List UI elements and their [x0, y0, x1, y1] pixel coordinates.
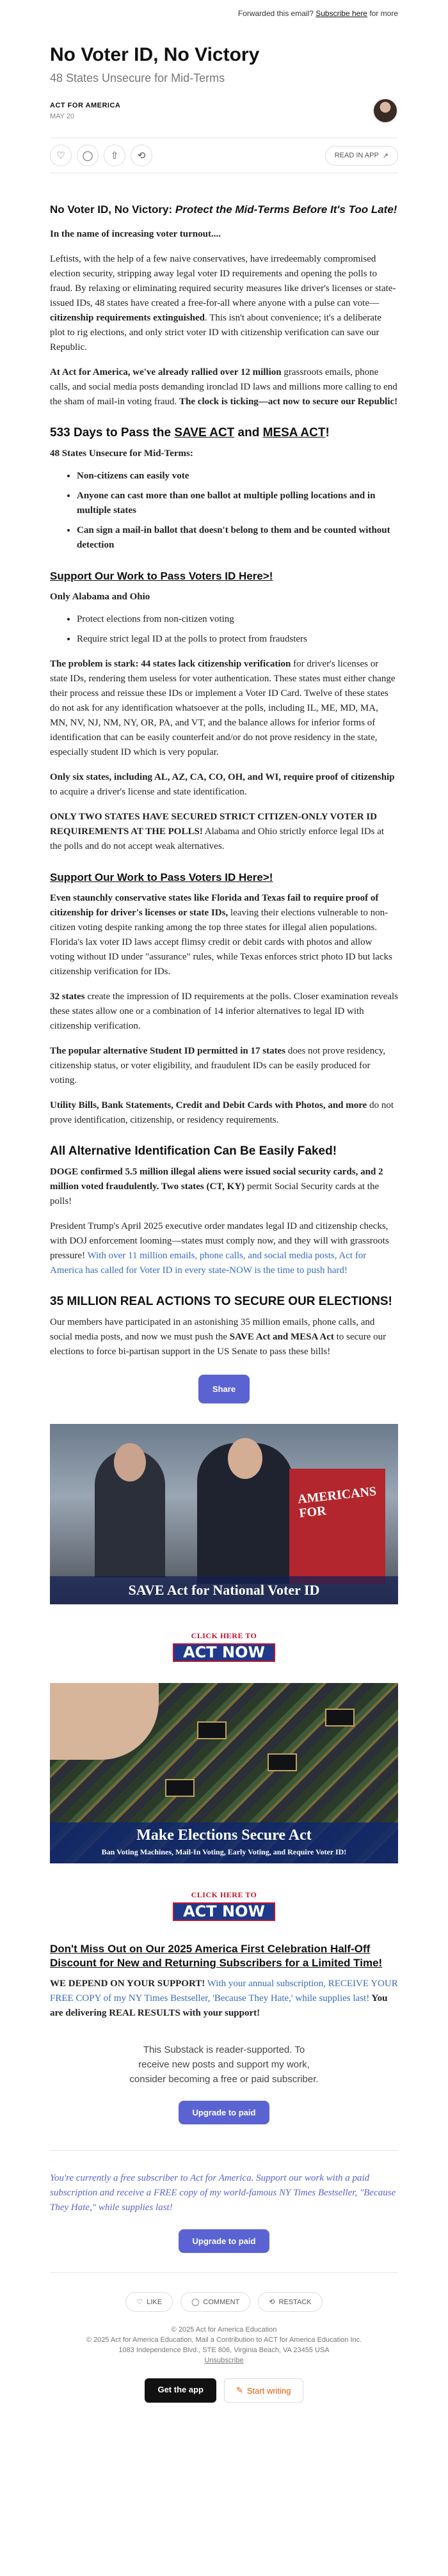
cta-top-text: CLICK HERE TO	[191, 1631, 257, 1640]
paragraph-leftists	[50, 252, 398, 355]
p6-text: leaving their elections vulnerable to non-citizen voting despite ranking among the top three states for illegal alien populations. Florida's lax voter ID laws accept flimsy credit or debit cards with photos and allow voting without ID under "assurance" rules, while Texas enforces strict photo ID but lacks citizenship verification for IDs.	[50, 908, 392, 977]
paragraph-florida-texas	[50, 891, 398, 979]
circuit-chip	[165, 1779, 195, 1797]
external-link-icon: ↗	[382, 152, 388, 160]
forward-prefix: Forwarded this email?	[237, 9, 314, 18]
p6-bold: Even staunchly conservative states like Florida and Texas fail to require proof of citizenship for driver's licenses or state IDs,	[50, 893, 379, 918]
footer-actions	[50, 2292, 398, 2312]
podium-text: AMERICANS FOR	[297, 1484, 378, 1521]
podium	[289, 1469, 385, 1584]
mesa-act-link[interactable]: MESA ACT	[262, 426, 326, 439]
circuit-chip	[325, 1709, 355, 1727]
only-al-oh: Only Alabama and Ohio	[50, 592, 150, 602]
p10-bold: DOGE confirmed 5.5 million illegal aliens were issued social security cards, and 2 million voted fraudulently. Two states (CT, KY)	[50, 1167, 383, 1192]
paragraph-two-states	[50, 810, 398, 854]
p3-text: for driver's licenses or state IDs, rendering them useless for voter authentication. These states must either change their process and reissue these IDs or implement a Voter ID Card. Twelve of these states do not ask for any identification whatsoever at the polls, including IL, ME, MD, MA, MN, NV, NJ, NM, NY, OR, PA, and VT, and the balance allows for inferior forms of identification that can be easily counterfeit and/or do not prove residency in the state, especially student ID which is very popular.	[50, 659, 396, 757]
list-item: • Protect elections from non-citizen voting	[77, 612, 398, 627]
heading-35-million: 35 MILLION REAL ACTIONS TO SECURE OUR ELECTIONS!	[50, 1295, 392, 1308]
restack-icon[interactable]: ⟲	[131, 145, 152, 166]
banner-caption	[50, 1822, 398, 1863]
circuit-chip	[197, 1721, 227, 1739]
p12-text-a: Our members have participated in an astonishing 35 million emails, phone calls, and social media posts, and now we must push the	[50, 1317, 375, 1342]
p7-text: create the impression of ID requirements at the polls. Closer examination reveals these states allow one or a combination of 14 inferior alternatives to legal ID with citizenship verification.	[50, 992, 399, 1031]
footer-comment-button[interactable]	[180, 2292, 250, 2312]
h533-end: !	[325, 426, 330, 439]
paragraph-trump-order	[50, 1219, 398, 1278]
circuit-chip	[268, 1753, 297, 1771]
mesa-act-banner[interactable]	[50, 1683, 398, 1863]
app-row	[50, 2378, 398, 2428]
paragraph-32-states	[50, 990, 398, 1034]
subscribe-link[interactable]: Subscribe here	[316, 9, 367, 18]
heading-533-days	[50, 425, 398, 441]
byline	[50, 98, 398, 123]
headline-part-b: Protect the Mid-Terms Before It's Too Late!	[175, 203, 397, 216]
unsecure-label: 48 States Unsecure for Mid-Terms:	[50, 448, 193, 459]
comment-icon: ◯	[191, 2298, 200, 2306]
p10-text: permit Social Security cards at the polls!	[50, 1181, 380, 1206]
p13-end: You are delivering REAL RESULTS with your support!	[50, 1993, 388, 2018]
footer-restack-button[interactable]	[258, 2292, 322, 2312]
free-subscriber-note: You're currently a free subscriber to Act for America. Support our work with a paid subscription and receive a FREE copy of my world-famous NY Times Bestseller, "Because They Hate," while supplies last!	[50, 2173, 396, 2213]
p5-text: Alabama and Ohio strictly enforce legal IDs at the polls and do not accept weak alternatives.	[50, 826, 385, 851]
paragraph-support	[50, 1977, 398, 2021]
p2-bold-c: The clock is ticking—act now to secure our Republic!	[179, 397, 398, 407]
author-avatar[interactable]	[372, 98, 398, 123]
unsecure-list	[77, 469, 398, 553]
headline-part-a: No Voter ID, No Victory:	[50, 203, 173, 216]
forward-bar	[0, 0, 448, 19]
paragraph-members	[50, 1315, 398, 1359]
support-link-2[interactable]: Support Our Work to Pass Voters ID Here>!	[50, 871, 273, 883]
like-icon[interactable]: ♡	[50, 145, 72, 166]
banner-title: Make Elections Secure Act	[136, 1827, 312, 1844]
p11-text: President Trump's April 2025 executive order mandates legal ID and citizenship checks, with DOJ enforcement looming—states must comply now, and they will with grassroots pressure!	[50, 1221, 389, 1261]
upgrade-button[interactable]: Upgrade to paid	[179, 2101, 270, 2124]
speaker-figure-center	[197, 1443, 293, 1584]
paragraph-student-id	[50, 1044, 398, 1088]
p12-text-c: to secure our elections to force bi-partisan support in the US Senate to pass these bills!	[50, 1332, 387, 1357]
forward-suffix: for more	[369, 9, 398, 18]
pen-icon: ✎	[236, 2385, 243, 2395]
mailing-address: 1083 Independence Blvd., STE 806, Virginia Beach, VA 23455 USA	[118, 2346, 330, 2354]
h533-text: 533 Days to Pass the	[50, 426, 175, 439]
post-title[interactable]: No Voter ID, No Victory	[50, 44, 260, 65]
support-link-1[interactable]: Support Our Work to Pass Voters ID Here>!	[50, 570, 273, 582]
list-item: • Require strict legal ID at the polls to protect from fraudsters	[77, 632, 398, 647]
main-headline	[50, 203, 398, 217]
p1-text-c: . This isn't about convenience; it's a deliberate plot to rig elections, and only strict voter ID with citizenship verification can save our Republic.	[50, 313, 381, 352]
h533-and: and	[234, 426, 263, 439]
act-now-button-1[interactable]	[173, 1629, 275, 1662]
p2-bold-a: At Act for America, we've already rallied over 12 million	[50, 367, 282, 377]
p4-text: to acquire a driver's license and state identification.	[50, 787, 247, 797]
p12-bold: SAVE Act and MESA Act	[229, 1332, 334, 1342]
post-subtitle: 48 States Unsecure for Mid-Terms	[50, 72, 225, 84]
list-item: • Anyone can cast more than one ballot at multiple polling locations and in multiple states	[77, 489, 398, 518]
post-date: MAY 20	[50, 112, 75, 120]
share-icon[interactable]: ⇧	[104, 145, 125, 166]
comment-icon[interactable]: ◯	[77, 145, 99, 166]
list-item: • Non-citizens can easily vote	[77, 469, 398, 484]
speaker-figure-left	[95, 1450, 165, 1577]
cta-top-text: CLICK HERE TO	[191, 1890, 257, 1899]
banner-subtitle: Ban Voting Machines, Mail-In Voting, Early Voting, and Require Voter ID!	[101, 1847, 347, 1856]
get-app-button[interactable]: Get the app	[145, 2378, 216, 2403]
paragraph-utility-bills	[50, 1098, 398, 1128]
paragraph-doge	[50, 1165, 398, 1209]
unsubscribe-link[interactable]: Unsubscribe	[204, 2357, 244, 2364]
p4-bold: Only six states, including AL, AZ, CA, CO, OH, and WI, require proof of citizenship	[50, 772, 395, 782]
read-in-app-button[interactable]	[325, 146, 398, 166]
heart-icon: ♡	[136, 2298, 143, 2306]
restack-icon: ⟲	[269, 2298, 275, 2306]
p8-bold: The popular alternative Student ID permitted in 17 states	[50, 1046, 286, 1056]
post-body	[50, 203, 398, 2021]
p9-text: do not prove identification, citizenship, or residency requirements.	[50, 1100, 394, 1125]
p11-link[interactable]: With over 11 million emails, phone calls, and social media posts, Act for America has called for Voter ID in every state-NOW is the time to push hard!	[50, 1251, 367, 1276]
save-act-link[interactable]: SAVE ACT	[174, 426, 235, 439]
divider	[50, 2150, 398, 2151]
p8-text: does not prove residency, citizenship status, or voter eligibility, and fraudulent IDs can be easily produced for voting.	[50, 1046, 386, 1086]
dont-miss-link[interactable]: Don't Miss Out on Our 2025 America First Celebration Half-Off Discount for New and Returning Subscribers for a Limited Time!	[50, 1943, 383, 1969]
cta-main-text: ACT NOW	[173, 1643, 275, 1662]
hand-image	[50, 1683, 159, 1760]
start-writing-button[interactable]	[224, 2378, 303, 2403]
subscribe-text: This Substack is reader-supported. To receive new posts and support my work, consider becoming a free or paid subscriber.	[129, 2044, 319, 2085]
p2-text-b: grassroots emails, phone calls, and social media posts demanding ironclad ID laws and millions more calling to end the sham of mail-in voting fraud.	[50, 367, 397, 407]
paragraph-rallied	[50, 365, 398, 409]
list-item: • Can sign a mail-in ballot that doesn't belong to them and be counted without detection	[77, 523, 398, 553]
save-act-banner[interactable]	[50, 1424, 398, 1604]
restack-label: RESTACK	[278, 2298, 312, 2306]
paragraph-six-states	[50, 770, 398, 800]
post-actions	[50, 138, 398, 173]
p7-bold: 32 states	[50, 992, 85, 1002]
divider	[50, 2272, 398, 2273]
comment-label: COMMENT	[203, 2298, 240, 2306]
share-button[interactable]: Share	[198, 1375, 250, 1403]
banner-caption: SAVE Act for National Voter ID	[50, 1576, 398, 1604]
heading-faked: All Alternative Identification Can Be Easily Faked!	[50, 1144, 337, 1158]
copyright-line-1: © 2025 Act for America Education	[171, 2326, 277, 2334]
p3-bold: The problem is stark: 44 states lack citizenship verification	[50, 659, 291, 669]
subscribe-box	[50, 2043, 398, 2124]
cta-main-text: ACT NOW	[173, 1902, 275, 1921]
publication-name[interactable]: ACT FOR AMERICA	[50, 101, 121, 109]
act-now-button-2[interactable]	[173, 1888, 275, 1921]
like-label: LIKE	[147, 2298, 163, 2306]
p1-text-a: Leftists, with the help of a few naive conservatives, have irredeemably compromised election security, stripping away legal voter ID requirements and opening the polls to fraud. By relaxing or eliminating required security measures like driver's licenses or state-issued IDs, 48 states have created a free-for-all where anyone with a pulse can vote—	[50, 254, 396, 308]
p9-bold: Utility Bills, Bank Statements, Credit and Debit Cards with Photos, and more	[50, 1100, 367, 1110]
footer-like-button[interactable]	[125, 2292, 173, 2312]
start-writing-label: Start writing	[246, 2385, 291, 2396]
paragraph-problem	[50, 657, 398, 760]
read-in-app-label: READ IN APP	[334, 152, 379, 159]
p13-bold: WE DEPEND ON YOUR SUPPORT!	[50, 1979, 205, 1989]
protect-list	[77, 612, 398, 647]
copyright-line-2: © 2025 Act for America Education, Mail a Contribution to ACT for America Education Inc.	[86, 2336, 362, 2344]
intro-line: In the name of increasing voter turnout....	[50, 229, 221, 239]
p1-bold: citizenship requirements extinguished	[50, 313, 205, 323]
upgrade-button-footer[interactable]: Upgrade to paid	[179, 2229, 270, 2253]
p13-link[interactable]: With your annual subscription, RECEIVE YOUR FREE COPY of my NY Times Bestseller, 'Because They Hate,' while supplies last!	[50, 1979, 398, 2003]
p5-bold: ONLY TWO STATES HAVE SECURED STRICT CITIZEN-ONLY VOTER ID REQUIREMENTS AT THE POLLS!	[50, 812, 377, 837]
legal-footer	[50, 2325, 398, 2366]
